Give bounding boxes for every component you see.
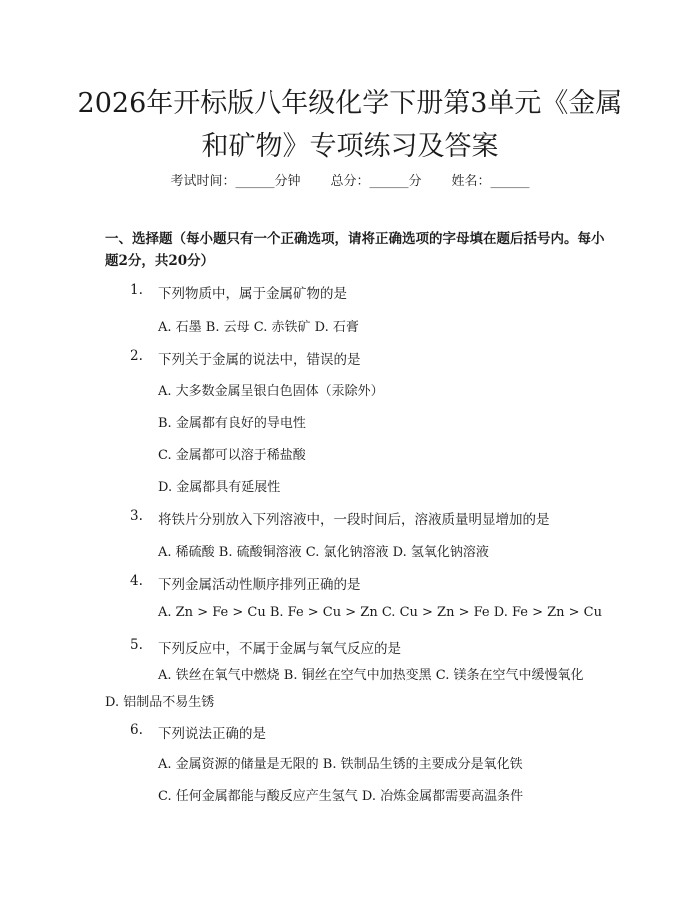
question-3-number: 3.	[130, 508, 143, 524]
question-1-stem: 下列物质中，属于金属矿物的是	[158, 286, 347, 302]
question-1-options: A. 石墨 B. 云母 C. 赤铁矿 D. 石膏	[158, 320, 359, 335]
question-2-option-b: B. 金属都有良好的导电性	[158, 416, 306, 431]
question-2-option-a: A. 大多数金属呈银白色固体（汞除外）	[158, 384, 384, 399]
question-4-stem: 下列金属活动性顺序排列正确的是	[158, 577, 361, 593]
exam-meta	[0, 170, 700, 189]
question-4-number: 4.	[130, 573, 143, 589]
question-6-options-line-2: C. 任何金属都能与酸反应产生氢气 D. 冶炼金属都需要高温条件	[158, 789, 524, 804]
question-6-options-line-1: A. 金属资源的储量是无限的 B. 铁制品生锈的主要成分是氧化铁	[158, 757, 523, 772]
question-6-stem: 下列说法正确的是	[158, 726, 266, 742]
question-5-options: A. 铁丝在氧气中燃烧 B. 铜丝在空气中加热变黑 C. 镁条在空气中缓慢氧化 D. 铝制品不易生锈	[105, 668, 584, 710]
question-4-options: A. Zn > Fe > Cu B. Fe > Cu > Zn C. Cu > Zn > Fe D. Fe > Zn > Cu	[158, 605, 603, 620]
total-score-field: 总分：______分	[330, 174, 422, 189]
question-2-option-c: C. 金属都可以溶于稀盐酸	[158, 448, 306, 463]
question-2-stem: 下列关于金属的说法中，错误的是	[158, 352, 361, 368]
student-name-field: 姓名：______	[451, 174, 530, 189]
question-2-option-d: D. 金属都具有延展性	[158, 480, 281, 495]
section-heading: 一、选择题（每小题只有一个正确选项，请将正确选项的字母填在题后括号内。每小题2分，共20分）	[105, 231, 605, 269]
question-5-stem: 下列反应中，不属于金属与氧气反应的是	[158, 641, 401, 657]
question-3-options: A. 稀硫酸 B. 硫酸铜溶液 C. 氯化钠溶液 D. 氢氧化钠溶液	[158, 545, 489, 560]
exam-time-field: 考试时间：______分钟	[170, 174, 301, 189]
question-3-stem: 将铁片分别放入下列溶液中，一段时间后，溶液质量明显增加的是	[158, 512, 550, 528]
question-1-number: 1.	[130, 282, 143, 298]
question-6-number: 6.	[130, 722, 143, 738]
question-5-number: 5.	[130, 637, 143, 653]
page-title: 2026年开标版八年级化学下册第3单元《金属和矿物》专项练习及答案	[77, 88, 623, 162]
question-2-number: 2.	[130, 348, 143, 364]
